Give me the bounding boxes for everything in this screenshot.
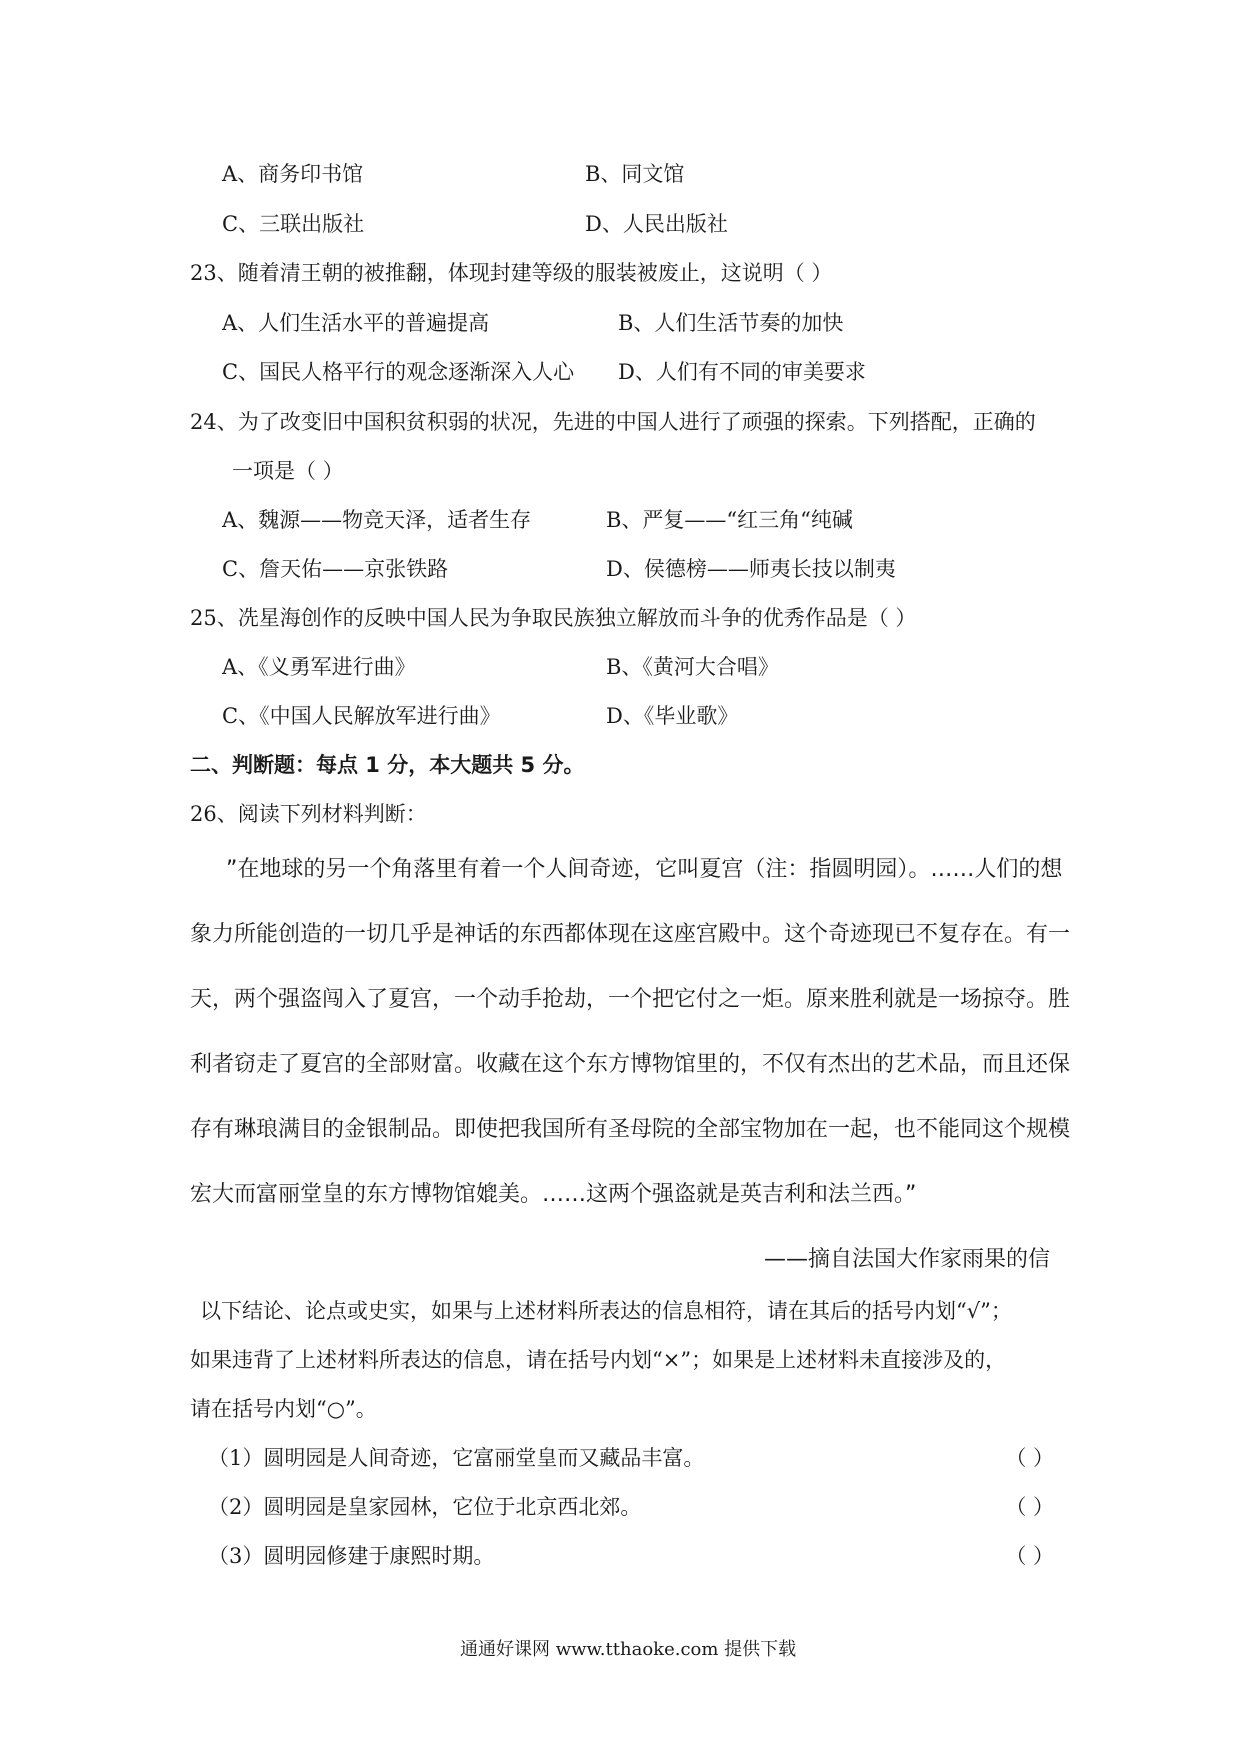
q25-option-d: D、《毕业歌》 [606, 704, 739, 728]
q23-option-a: A、人们生活水平的普遍提高 [222, 311, 490, 335]
instruction-line: 如果违背了上述材料所表达的信息，请在括号内划“×”；如果是上述材料未直接涉及的， [190, 1348, 1007, 1372]
quote-line: ”在地球的另一个角落里有着一个人间奇迹，它叫夏宫（注：指圆明园）。……人们的想 [226, 857, 1063, 882]
q24-option-c: C、詹天佑——京张铁路 [222, 557, 449, 581]
q24-option-b: B、严复——“红三角“纯碱 [606, 508, 853, 532]
q22-option-d: D、人民出版社 [585, 212, 728, 236]
quote-line: 宏大而富丽堂皇的东方博物馆媲美。……这两个强盗就是英吉利和法兰西。” [190, 1182, 917, 1207]
quote-line: 存有琳琅满目的金银制品。即使把我国所有圣母院的全部宝物加在一起，也不能同这个规模 [190, 1117, 1071, 1142]
q25-stem: 25、冼星海创作的反映中国人民为争取民族独立解放而斗争的优秀作品是（ ） [190, 606, 917, 630]
q22-option-b: B、同文馆 [585, 162, 685, 186]
instruction-line: 以下结论、论点或史实，如果与上述材料所表达的信息相符，请在其后的括号内划“√”； [200, 1299, 1012, 1323]
judgement-item: （1）圆明园是人间奇迹，它富丽堂皇而又藏品丰富。 [208, 1446, 705, 1470]
answer-blank[interactable]: （ ） [1005, 1446, 1054, 1470]
page-footer: 通通好课网 www.tthaoke.com 提供下载 [460, 1639, 797, 1660]
q22-option-a: A、商务印书馆 [222, 162, 364, 186]
answer-blank[interactable]: （ ） [1005, 1495, 1054, 1519]
q25-option-c: C、《中国人民解放军进行曲》 [222, 704, 501, 728]
section-heading: 二、判断题：每点 1 分，本大题共 5 分。 [190, 753, 585, 777]
judgement-item: （3）圆明园修建于康熙时期。 [208, 1544, 495, 1568]
q24-stem-line1: 24、为了改变旧中国积贫积弱的状况，先进的中国人进行了顽强的探索。下列搭配，正确的 [190, 410, 1036, 434]
q23-option-d: D、人们有不同的审美要求 [618, 360, 866, 384]
quote-line: 利者窃走了夏宫的全部财富。收藏在这个东方博物馆里的，不仅有杰出的艺术品，而且还保 [190, 1052, 1071, 1077]
quote-line: 天，两个强盗闯入了夏宫，一个动手抢劫，一个把它付之一炬。原来胜利就是一场掠夺。胜 [190, 987, 1071, 1012]
q22-option-c: C、三联出版社 [222, 212, 365, 236]
judgement-item: （2）圆明园是皇家园林，它位于北京西北郊。 [208, 1495, 642, 1519]
q24-option-d: D、侯德榜——师夷长技以制夷 [606, 557, 896, 581]
quote-source: ——摘自法国大作家雨果的信 [763, 1247, 1050, 1272]
q25-option-b: B、《黄河大合唱》 [606, 655, 779, 679]
q25-option-a: A、《义勇军进行曲》 [222, 655, 416, 679]
q23-option-b: B、人们生活节奏的加快 [618, 311, 844, 335]
answer-blank[interactable]: （ ） [1005, 1544, 1054, 1568]
instruction-line: 请在括号内划“○”。 [190, 1397, 377, 1421]
q24-option-a: A、魏源——物竞天泽，适者生存 [222, 508, 532, 532]
q23-stem: 23、随着清王朝的被推翻，体现封建等级的服装被废止，这说明（ ） [190, 261, 833, 285]
q26-stem: 26、阅读下列材料判断： [190, 802, 427, 826]
q24-stem-line2: 一项是（ ） [232, 459, 344, 483]
q23-option-c: C、国民人格平行的观念逐渐深入人心 [222, 360, 575, 384]
quote-line: 象力所能创造的一切几乎是神话的东西都体现在这座宫殿中。这个奇迹现已不复存在。有一 [190, 922, 1071, 947]
